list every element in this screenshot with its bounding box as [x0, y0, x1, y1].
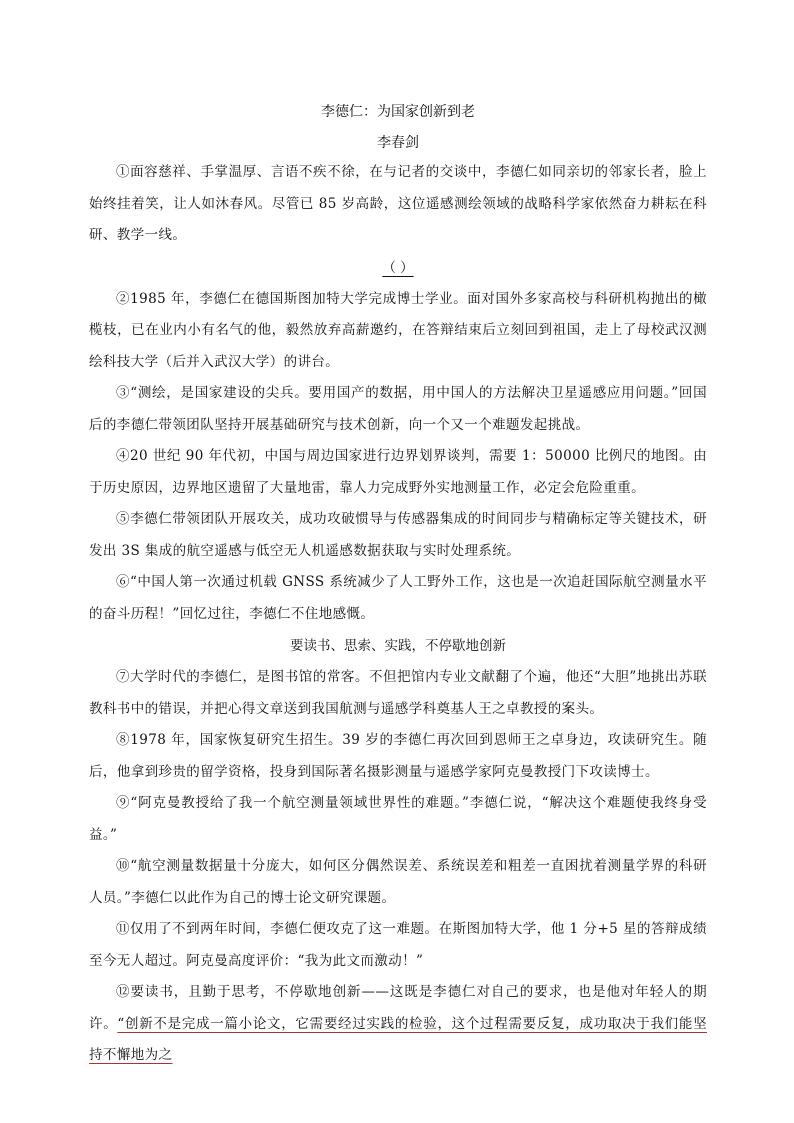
article-author: 李春剑: [377, 135, 419, 151]
section-heading-blank-text: （ ）: [382, 259, 414, 276]
paragraph-10: ⑩“航空测量数据量十分庞大，如何区分偶然误差、系统误差和粗差一直困扰着测量学界的科研人员。”李德仁以此作为自己的博士论文研究课题。: [89, 858, 707, 906]
paragraph-9: ⑨“阿克曼教授给了我一个航空测量领域世界性的难题。”李德仁说，“解决这个难题使我终身受益。”: [89, 795, 707, 843]
paragraph-12-text: ⑫要读书，且勤于思考，不停歇地创新——这既是李德仁对自己的要求，也是他对年轻人的期许。: [89, 984, 707, 1032]
article-title: 李德仁：为国家创新到老: [321, 104, 475, 120]
paragraph-6: ⑥“中国人第一次通过机载 GNSS 系统减少了人工野外工作，这也是一次追赶国际航空测量水平的奋斗历程！”回忆过往，李德仁不住地感慨。: [89, 574, 707, 622]
section-heading-blank: [89, 252, 707, 284]
paragraph-7: ⑦大学时代的李德仁，是图书馆的常客。不但把馆内专业文献翻了个遍，他还“大胆”地挑出苏联教科书中的错误，并把心得文章送到我国航测与遥感学科奠基人王之卓教授的案头。: [89, 669, 707, 717]
paragraph-11: ⑪仅用了不到两年时间，李德仁便攻克了这一难题。在斯图加特大学，他 1 分+5 星的答辩成绩至今无人超过。阿克曼高度评价：“我为此文而激动！”: [89, 921, 707, 969]
paragraph-1: ①面容慈祥、手掌温厚、言语不疾不徐，在与记者的交谈中，李德仁如同亲切的邻家长者，脸上始终挂着笑，让人如沐春风。尽管已 85 岁高龄，这位遥感测绘领域的战略科学家依然奋力耕耘在科研、教学一线。: [89, 164, 707, 243]
paragraph-4: ④20 世纪 90 年代初，中国与周边国家进行边界划界谈判，需要 1：50000 比例尺的地图。由于历史原因，边界地区遗留了大量地雷，靠人力完成野外实地测量工作，必定会危险重重。: [89, 448, 707, 496]
paragraph-3: ③“测绘，是国家建设的尖兵。要用国产的数据，用中国人的方法解决卫星遥感应用问题。”回国后的李德仁带领团队坚持开展基础研究与技术创新，向一个又一个难题发起挑战。: [89, 385, 707, 433]
paragraph-8: ⑧1978 年，国家恢复研究生招生。39 岁的李德仁再次回到恩师王之卓身边，攻读研究生。随后，他拿到珍贵的留学资格，投身到国际著名摄影测量与遥感学家阿克曼教授门下攻读博士。: [89, 732, 707, 780]
paragraph-12: [89, 977, 707, 1072]
paragraph-2: ②1985 年，李德仁在德国斯图加特大学完成博士学业。面对国外多家高校与科研机构抛出的橄榄枝，已在业内小有名气的他，毅然放弃高薪邀约，在答辩结束后立刻回到祖国，走上了母校武汉测绘科技大学（后并入武汉大学）的讲台。: [89, 290, 707, 370]
paragraph-5: ⑤李德仁带领团队开展攻关，成功攻破惯导与传感器集成的时间同步与精确标定等关键技术，研发出 3S 集成的航空遥感与低空无人机遥感数据获取与实时处理系统。: [89, 511, 707, 559]
paragraph-12-underlined-quote: “创新不是完成一篇小论文，它需要经过实践的检验，这个过程需要反复，成功取决于我们能坚持不懈地为之: [89, 1015, 707, 1063]
section-heading-2: 要读书、思索、实践，不停歇地创新: [290, 638, 506, 654]
article: [89, 102, 707, 1072]
